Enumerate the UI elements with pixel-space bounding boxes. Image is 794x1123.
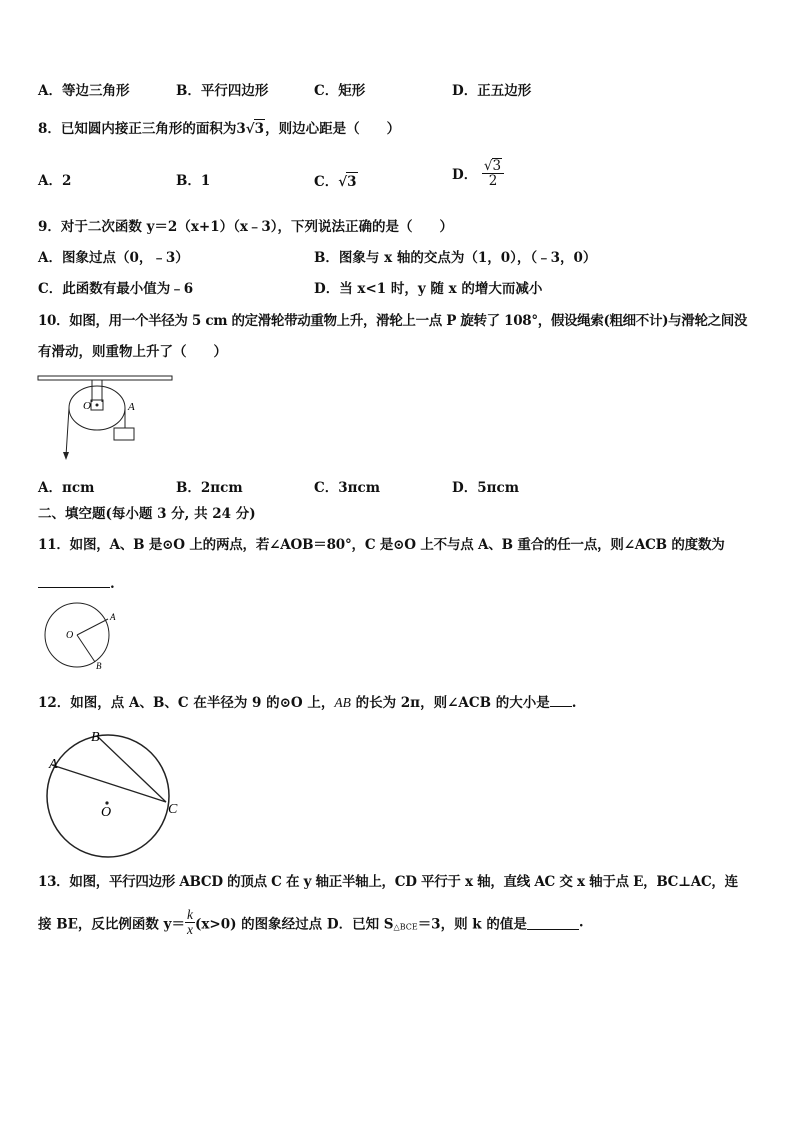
q12-stem-pre: 12．如图，点 A、B、C 在半径为 9 的⊙O 上， xyxy=(38,695,335,711)
q13-subscript: △BCE xyxy=(393,922,418,932)
q10-pulley-figure xyxy=(36,372,176,464)
q12-circle-figure xyxy=(40,724,190,864)
q8-stem-suffix: ，则边心距是（ ） xyxy=(265,121,401,137)
q13-stem-line1: 13．如图，平行四边形 ABCD 的顶点 C 在 y 轴正半轴上，CD 平行于 x 轴，直线 AC 交 x 轴于点 E，BC⊥AC，连 xyxy=(38,874,738,890)
q11-tail: . xyxy=(110,576,115,592)
pulley-wheel xyxy=(69,386,125,430)
pulley-center xyxy=(96,404,99,407)
fig-label-a: A xyxy=(49,757,58,772)
fig-label-a: A xyxy=(110,612,116,622)
q13-line2-post: ＝3，则 k 的值是 xyxy=(417,916,527,933)
q10-option-b: B．2πcm xyxy=(176,480,243,496)
q9-option-b: B．图象与 x 轴的交点为（1，0），（﹣3，0） xyxy=(314,250,597,266)
q9-option-c: C．此函数有最小值为﹣6 xyxy=(38,281,194,297)
fig-label-b: B xyxy=(96,661,102,670)
q13-tail: . xyxy=(578,914,584,931)
q12-tail: . xyxy=(571,695,577,711)
fig-label-b: B xyxy=(91,730,100,745)
q8-option-c-radicand: 3 xyxy=(347,174,357,190)
q11-stem: 11．如图，A、B 是⊙O 上的两点，若∠AOB＝80°，C 是⊙O 上不与点 A、B 重合的任一点，则∠ACB 的度数为 xyxy=(38,537,725,553)
q11-answer-line xyxy=(38,573,115,593)
chord-bc xyxy=(97,736,166,802)
q10-stem-line1: 10．如图，用一个半径为 5 cm 的定滑轮带动重物上升，滑轮上一点 P 旋转了 108°，假设绳索(粗细不计)与滑轮之间没 xyxy=(38,313,748,329)
q13-frac-num: k xyxy=(186,907,193,922)
q8-option-d-den: 2 xyxy=(488,173,498,189)
section-heading: 二、填空题(每小题 3 分, 共 24 分) xyxy=(38,506,256,522)
q8-option-c: C．√3 xyxy=(314,174,357,190)
q13-answer-blank[interactable] xyxy=(527,915,579,930)
q13-line2-pre: 接 BE，反比例函数 y＝ xyxy=(38,916,185,933)
q12-arc-ab: AB xyxy=(334,695,351,710)
q12-stem xyxy=(38,692,576,712)
q13-stem-line2 xyxy=(38,908,584,937)
q13-fraction xyxy=(185,908,195,937)
q8-option-c-label: C． xyxy=(314,174,339,190)
q9-option-a: A．图象过点（0，﹣3） xyxy=(38,250,189,266)
q8-option-a: A．2 xyxy=(38,173,72,189)
q11-circle-figure xyxy=(40,598,120,670)
weight-block xyxy=(114,428,134,440)
q10-option-d: D．5πcm xyxy=(452,480,519,496)
q8-option-b: B．1 xyxy=(176,173,211,189)
ceiling-bar xyxy=(38,376,172,380)
q8-option-d xyxy=(452,158,504,188)
q8-stem-prefix: 8．已知圆内接正三角形的面积为3 xyxy=(38,121,246,137)
q8-stem: 8．已知圆内接正三角形的面积为3√3，则边心距是（ ） xyxy=(38,121,401,137)
q12-answer-blank[interactable] xyxy=(550,692,572,707)
q13-frac-den: x xyxy=(186,922,193,937)
q8-option-d-fraction: $\frac{√3}{2}$ xyxy=(482,158,504,188)
fig-label-c: C xyxy=(168,802,178,817)
rope-arrow xyxy=(63,452,69,460)
q7-option-a: A．等边三角形 xyxy=(38,83,130,99)
q10-option-a: A．πcm xyxy=(38,480,95,496)
q7-option-b: B．平行四边形 xyxy=(176,83,269,99)
q9-stem: 9．对于二次函数 y＝2（x+1）（x﹣3），下列说法正确的是（ ） xyxy=(38,219,454,235)
q8-radicand: 3 xyxy=(254,121,265,137)
q8-option-d-num: 3 xyxy=(492,158,502,174)
q13-line2-mid: (x>0) 的图象经过点 D．已知 S xyxy=(194,916,394,933)
q10-stem-line2: 有滑动，则重物上升了（ ） xyxy=(38,344,227,360)
chord-ac xyxy=(52,765,166,802)
q11-answer-blank[interactable] xyxy=(38,573,110,588)
q12-stem-mid: 的长为 2π，则∠ACB 的大小是 xyxy=(350,695,550,711)
fig-label-a: A xyxy=(128,401,135,413)
radius-oa xyxy=(77,619,108,635)
radius-ob xyxy=(77,635,95,662)
circle-o xyxy=(47,735,169,857)
q8-option-d-label: D． xyxy=(452,167,478,183)
rope-left xyxy=(66,408,69,456)
fig-label-o: O xyxy=(83,400,91,412)
q10-option-c: C．3πcm xyxy=(314,480,381,496)
fig-label-o: O xyxy=(101,805,112,820)
q7-option-d: D．正五边形 xyxy=(452,83,532,99)
q9-option-d: D．当 x<1 时，y 随 x 的增大而减小 xyxy=(314,281,543,297)
fig-label-o: O xyxy=(66,630,74,641)
q7-option-c: C．矩形 xyxy=(314,83,366,99)
